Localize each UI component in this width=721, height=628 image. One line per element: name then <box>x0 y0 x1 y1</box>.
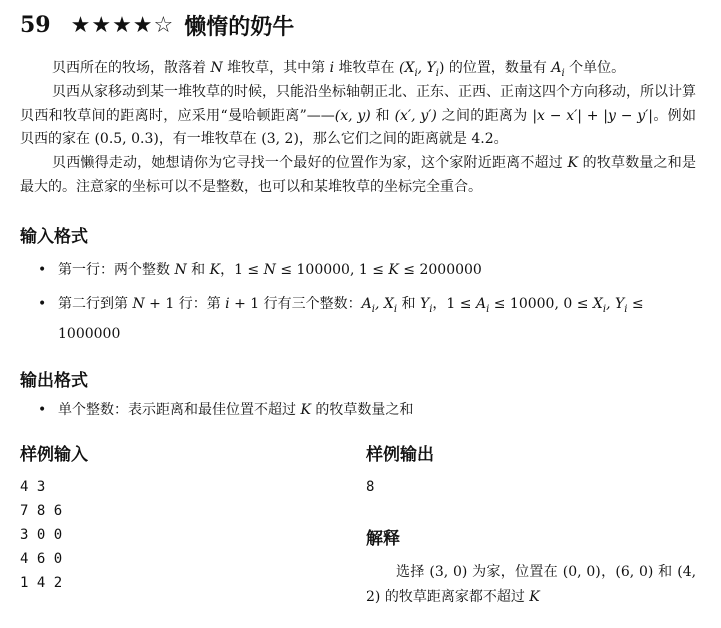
math: K <box>388 262 399 278</box>
math: (3, 2) <box>261 131 299 147</box>
problem-header <box>20 8 294 42</box>
math: + 1 行：第 <box>144 296 226 312</box>
input-bullet-2 <box>38 292 698 346</box>
text: ，有一堆牧草在 <box>158 131 262 147</box>
bullet-text <box>58 398 698 422</box>
math: A <box>475 296 487 312</box>
math: K <box>209 262 221 278</box>
math: N <box>174 262 187 278</box>
bullet-icon: • <box>38 296 47 312</box>
math: N <box>132 296 145 312</box>
text: 和 <box>186 262 210 278</box>
text: ，那么它们之间的距离就是 <box>298 131 472 147</box>
math: K <box>300 402 311 418</box>
math: (x′, y′) <box>394 107 437 124</box>
math: K <box>529 589 540 605</box>
description-paragraph-3 <box>20 152 696 199</box>
math: (6, 0) <box>615 564 654 580</box>
math: N <box>210 60 223 76</box>
math: X <box>592 296 603 312</box>
math: N <box>263 262 276 278</box>
math-subscript: i <box>435 67 439 79</box>
math: i <box>225 296 230 312</box>
math: A <box>361 296 372 312</box>
text: ， <box>432 296 447 312</box>
explanation-text <box>366 560 696 610</box>
text: 之间的距离为 <box>436 107 533 124</box>
text: + 1 行有三个整数： <box>229 296 362 312</box>
sample-input-line: 7 8 6 <box>20 503 63 519</box>
text: 第二行到第 <box>58 296 133 312</box>
math-subscript: i <box>561 67 565 79</box>
math: K <box>567 155 579 171</box>
text: 单个整数：表示距离和最佳位置不超过 <box>58 402 301 418</box>
input-bullet-1 <box>38 258 698 282</box>
text: 和 <box>653 564 678 580</box>
math: 1 ≤ <box>234 262 264 278</box>
math: (X <box>399 60 415 76</box>
math: ) <box>439 60 445 76</box>
text: 贝西所在的牧场，散落着 <box>52 60 211 76</box>
math: ≤ 1000000 <box>58 296 644 342</box>
math-subscript: i <box>414 67 418 79</box>
text: 的牧草数量之和 <box>310 402 414 418</box>
input-format-heading: 输入格式 <box>20 227 88 247</box>
math: 1 ≤ <box>446 296 476 312</box>
text: 的位置，数量有 <box>444 60 552 76</box>
description-paragraph-2 <box>20 81 696 152</box>
math: (4, 2) <box>366 564 697 605</box>
math: A <box>551 60 562 76</box>
text: 和 <box>397 296 420 312</box>
sample-input-line: 4 6 0 <box>20 551 63 567</box>
math-subscript: i <box>624 303 628 315</box>
text: 的牧草数量之和是最大的。注意家的坐标可以不是整数，也可以和某堆牧草的坐标完全重合。 <box>20 155 696 195</box>
math-subscript: i <box>486 303 490 315</box>
sample-input-line: 3 0 0 <box>20 527 63 543</box>
sample-input-line: 4 3 <box>20 479 46 495</box>
bullet-icon: • <box>38 402 47 418</box>
math-subscript: i <box>602 303 607 315</box>
math: , Y <box>606 296 625 312</box>
text: 为家，位置在 <box>467 564 563 580</box>
math: i <box>329 60 335 76</box>
text: 堆牧草在 <box>334 60 399 76</box>
text: ， <box>600 564 616 580</box>
math: Y <box>419 296 430 312</box>
text: 堆牧草，其中第 <box>222 60 330 76</box>
math: (3, 0) <box>429 564 468 580</box>
math: ≤ 100000, 1 ≤ <box>275 262 389 278</box>
math: 4.2 <box>471 131 494 147</box>
text: 贝西从家移动到某一堆牧草的时候，只能沿坐标轴朝正北、正东、正西、正南这四个方向移动，所以计算贝西和牧草间的距离时，应采用“曼哈顿距离”—— <box>20 84 696 124</box>
text: 的牧草距离家都不超过 <box>380 589 530 605</box>
output-bullet-1 <box>38 398 698 422</box>
sample-output-heading: 样例输出 <box>366 445 434 465</box>
math: (0.5, 0.3) <box>94 131 159 147</box>
bullet-text <box>58 258 698 282</box>
output-format-heading: 输出格式 <box>20 371 88 391</box>
sample-output-value: 8 <box>366 479 375 495</box>
sample-input-heading: 样例输入 <box>20 445 88 465</box>
text: 。例如贝西的家在 <box>20 107 696 147</box>
text: 个单位。 <box>564 60 626 76</box>
text: ， <box>220 262 235 278</box>
bullet-text <box>58 292 698 346</box>
math: (0, 0) <box>562 564 601 580</box>
math: (x, y) <box>334 107 371 124</box>
explanation-heading: 解释 <box>366 529 400 549</box>
problem-number: 59 <box>20 12 51 38</box>
math-subscript: i <box>371 303 375 315</box>
text: 贝西懒得走动，她想请你为它寻找一个最好的位置作为家，这个家附近距离不超过 <box>52 155 568 171</box>
text: 和 <box>370 107 395 124</box>
sample-input-line: 1 4 2 <box>20 575 63 591</box>
text: 第一行：两个整数 <box>58 262 175 278</box>
math: , X <box>374 296 394 312</box>
math: , Y <box>417 60 436 76</box>
math-subscript: i <box>393 303 398 315</box>
math: ≤ 2000000 <box>398 262 482 278</box>
math-subscript: i <box>429 303 433 315</box>
text: 。 <box>493 131 508 147</box>
math: |x − x′| + |y − y′| <box>532 107 653 124</box>
difficulty-stars-icon: ★★★★☆ <box>70 12 175 38</box>
problem-title: 懒惰的奶牛 <box>184 14 295 40</box>
bullet-icon: • <box>38 262 47 278</box>
text: 选择 <box>396 564 430 580</box>
math: ≤ 10000, 0 ≤ <box>489 296 593 312</box>
